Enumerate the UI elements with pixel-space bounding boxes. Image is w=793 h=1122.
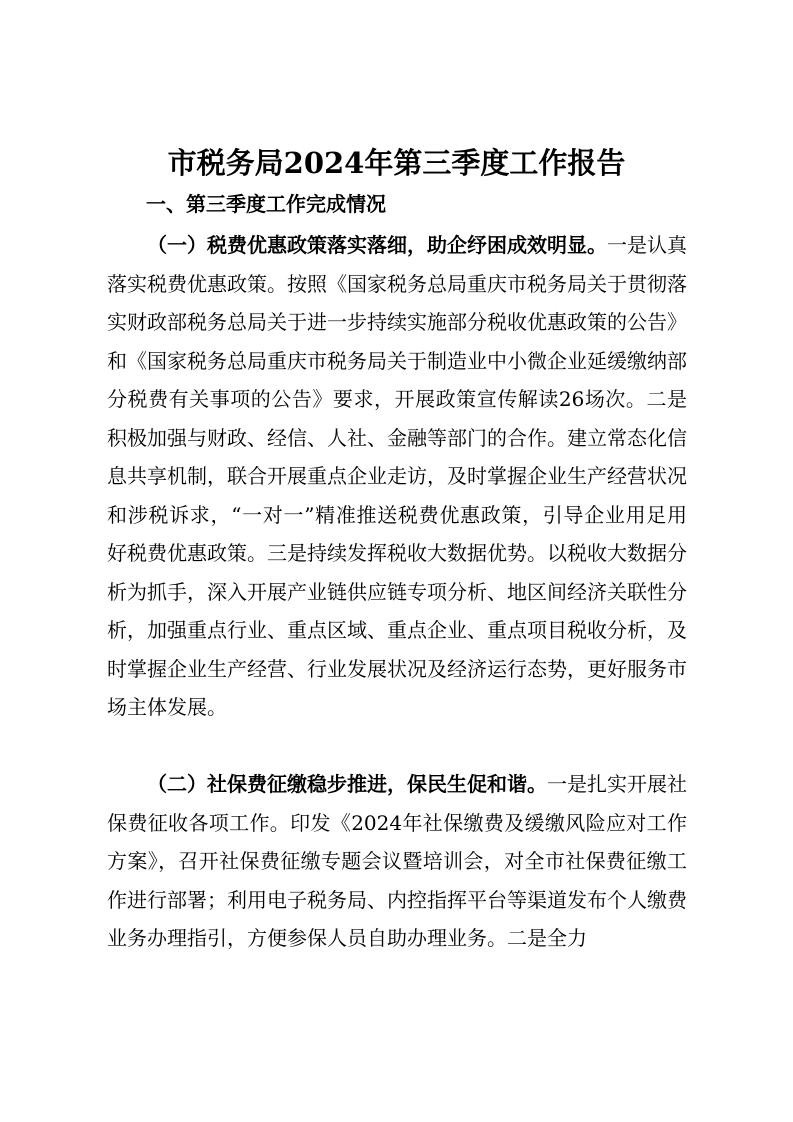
paragraph-body: 一是认真落实税费优惠政策。按照《国家税务总局重庆市税务局关于贯彻落实财政部税务总局关于进一步持续实施部分税收优惠政策的公告》和《国家税务总局重庆市税务局关于制造业中小微企业延缓缴纳部分税费有关事项的公告》要求，开展政策宣传解读26场次。二是积极加强与财政、经信、人社、金融等部门的合作。建立常态化信息共享机制，联合开展重点企业走访，及时掌握企业生产经营状况和涉税诉求，“一对一”精准推送税费优惠政策，引导企业用足用好税费优惠政策。三是持续发挥税收大数据优势。以税收大数据分析为抓手，深入开展产业链供应链专项分析、地区间经济关联性分析，加强重点行业、重点区域、重点企业、重点项目税收分析，及时掌握企业生产经营、行业发展状况及经济运行态势，更好服务市场主体发展。 [107, 233, 687, 719]
section-heading: 一、第三季度工作完成情况 [146, 192, 386, 216]
document-title: 市税务局2024年第三季度工作报告 [167, 146, 626, 180]
paragraph [107, 226, 687, 727]
paragraph-lead: （二）社保费征缴稳步推进，保民生促和谐。 [147, 772, 547, 796]
paragraph-lead: （一）税费优惠政策落实落细，助企纾困成效明显。 [147, 233, 607, 257]
paragraph [107, 765, 687, 958]
paragraph-body: 一是扎实开展社保费征收各项工作。印发《2024年社保缴费及缓缴风险应对工作方案》，召开社保费征缴专题会议暨培训会，对全市社保费征缴工作进行部署；利用电子税务局、内控指挥平台等渠道发布个人缴费业务办理指引，方便参保人员自助办理业务。二是全力 [107, 772, 687, 950]
